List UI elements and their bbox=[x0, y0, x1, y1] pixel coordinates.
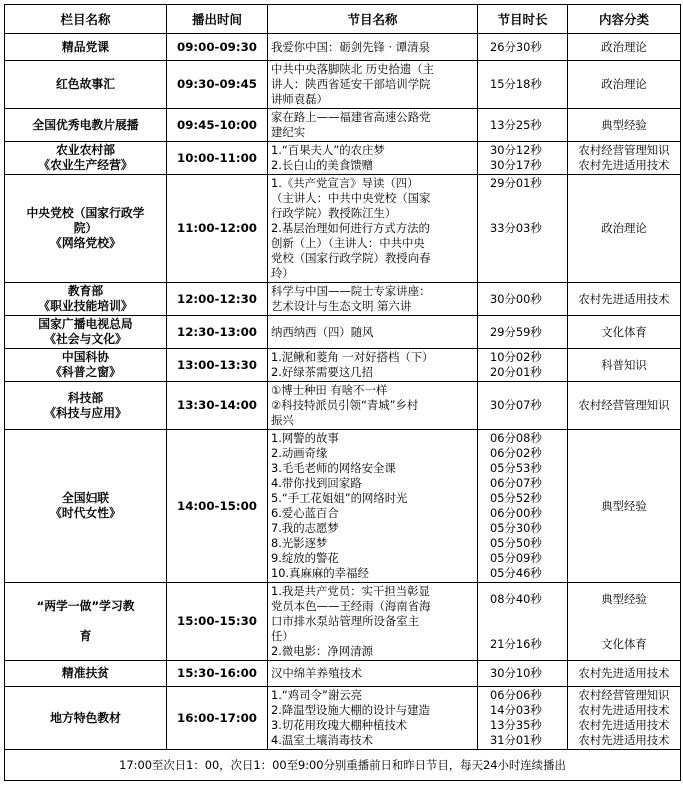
program-cell: 1.《共产党宣言》导读（四） （主讲人：中共中央党校（国家 行政学院）教授陈江生） 2.基层治理如何进行方式方法的 创新（上）（主讲人：中共中央 党校（国家行政学院）教授向春 玲） bbox=[268, 175, 478, 283]
duration-cell: 30分12秒 30分17秒 bbox=[478, 142, 568, 175]
footer-row bbox=[5, 750, 681, 781]
header-column-name: 栏目名称 bbox=[5, 5, 167, 34]
air-time-cell: 10:00-11:00 bbox=[167, 142, 268, 175]
header-duration: 节目时长 bbox=[478, 5, 568, 34]
air-time-cell: 14:00-15:00 bbox=[167, 430, 268, 583]
header-row bbox=[5, 5, 681, 34]
program-cell: 汉中绵羊养殖技术 bbox=[268, 661, 478, 687]
table-row bbox=[5, 283, 681, 316]
column-name-cell: 农业农村部 《农业生产经营》 bbox=[5, 142, 167, 175]
duration-cell: 30分00秒 bbox=[478, 283, 568, 316]
table-row bbox=[5, 316, 681, 349]
duration-cell: 06分08秒 06分02秒 05分53秒 06分07秒 05分52秒 06分00秒 05分30秒 05分50秒 05分09秒 05分46秒 bbox=[478, 430, 568, 583]
column-name-cell: 红色故事汇 bbox=[5, 61, 167, 109]
category-cell: 政治理论 bbox=[568, 61, 681, 109]
program-cell: 1.我是共产党员：实干担当彰显 党员本色——王经雨（海南省海 口市排水泵站管理所设备室主 任） 2.微电影：净网清源 bbox=[268, 583, 478, 661]
table-row bbox=[5, 142, 681, 175]
header-category: 内容分类 bbox=[568, 5, 681, 34]
footer-note: 17:00至次日1：00，次日1：00至9:00分别重播前日和昨日节目，每天24小时连续播出 bbox=[5, 750, 681, 781]
schedule-table bbox=[4, 4, 681, 781]
table-row bbox=[5, 430, 681, 583]
header-air-time: 播出时间 bbox=[167, 5, 268, 34]
category-cell: 农村先进适用技术 bbox=[568, 283, 681, 316]
program-cell: 我爱你中国：砺剑先锋 · 谭清泉 bbox=[268, 34, 478, 61]
air-time-cell: 09:00-09:30 bbox=[167, 34, 268, 61]
column-name-cell: 地方特色教材 bbox=[5, 687, 167, 750]
column-name-cell: 中国科协 《科普之窗》 bbox=[5, 349, 167, 382]
category-cell: 农村先进适用技术 bbox=[568, 661, 681, 687]
table-row bbox=[5, 687, 681, 750]
duration-cell: 08分40秒 21分16秒 bbox=[478, 583, 568, 661]
program-cell: 1.“百果夫人”的农庄梦 2.长白山的美食馈赠 bbox=[268, 142, 478, 175]
category-cell: 农村经营管理知识 农村先进适用技术 农村先进适用技术 农村先进适用技术 bbox=[568, 687, 681, 750]
duration-cell: 06分06秒 14分03秒 13分35秒 31分01秒 bbox=[478, 687, 568, 750]
program-cell: ①博士种田 有啥不一样 ②科技特派员引领“青城”乡村 振兴 bbox=[268, 382, 478, 430]
duration-cell: 13分25秒 bbox=[478, 109, 568, 142]
column-name-cell: 国家广播电视总局 《社会与文化》 bbox=[5, 316, 167, 349]
air-time-cell: 16:00-17:00 bbox=[167, 687, 268, 750]
duration-cell: 30分07秒 bbox=[478, 382, 568, 430]
column-name-cell: 科技部 《科技与应用》 bbox=[5, 382, 167, 430]
program-cell: 家在路上——福建省高速公路党 建纪实 bbox=[268, 109, 478, 142]
duration-cell: 29分01秒 33分03秒 bbox=[478, 175, 568, 283]
category-cell: 科普知识 bbox=[568, 349, 681, 382]
air-time-cell: 13:30-14:00 bbox=[167, 382, 268, 430]
duration-cell: 30分10秒 bbox=[478, 661, 568, 687]
table-row bbox=[5, 109, 681, 142]
duration-cell: 26分30秒 bbox=[478, 34, 568, 61]
column-name-cell: 全国妇联 《时代女性》 bbox=[5, 430, 167, 583]
program-cell: 科学与中国——院士专家讲座： 艺术设计与生态文明 第六讲 bbox=[268, 283, 478, 316]
category-cell: 农村经营管理知识 bbox=[568, 382, 681, 430]
air-time-cell: 13:00-13:30 bbox=[167, 349, 268, 382]
program-cell: 1.泥鳅和菱角 一对好搭档（下） 2.好绿茶需要这几招 bbox=[268, 349, 478, 382]
table-row bbox=[5, 661, 681, 687]
column-name-cell: 精品党课 bbox=[5, 34, 167, 61]
air-time-cell: 15:00-15:30 bbox=[167, 583, 268, 661]
air-time-cell: 11:00-12:00 bbox=[167, 175, 268, 283]
program-cell: 1.“鸡司令”谢云亮 2.降温型设施大棚的设计与建造 3.切花用玫瑰大棚种植技术 4.温室土壤消毒技术 bbox=[268, 687, 478, 750]
category-cell: 文化体育 bbox=[568, 316, 681, 349]
category-cell: 典型经验 bbox=[568, 430, 681, 583]
duration-cell: 15分18秒 bbox=[478, 61, 568, 109]
column-name-cell: “两学一做”学习教 育 bbox=[5, 583, 167, 661]
table-row bbox=[5, 583, 681, 661]
category-cell: 政治理论 bbox=[568, 175, 681, 283]
air-time-cell: 09:45-10:00 bbox=[167, 109, 268, 142]
column-name-cell: 全国优秀电教片展播 bbox=[5, 109, 167, 142]
table-row bbox=[5, 349, 681, 382]
program-cell: 纳西纳西（四）随风 bbox=[268, 316, 478, 349]
table-row bbox=[5, 61, 681, 109]
table-row bbox=[5, 34, 681, 61]
air-time-cell: 15:30-16:00 bbox=[167, 661, 268, 687]
air-time-cell: 12:00-12:30 bbox=[167, 283, 268, 316]
table-row bbox=[5, 175, 681, 283]
column-name-cell: 中央党校（国家行政学 院） 《网络党校》 bbox=[5, 175, 167, 283]
category-cell: 农村经营管理知识 农村先进适用技术 bbox=[568, 142, 681, 175]
air-time-cell: 12:30-13:00 bbox=[167, 316, 268, 349]
column-name-cell: 教育部 《职业技能培训》 bbox=[5, 283, 167, 316]
program-cell: 中共中央落脚陕北 历史拾遗（主 讲人：陕西省延安干部培训学院 讲师袁磊） bbox=[268, 61, 478, 109]
duration-cell: 10分02秒 20分01秒 bbox=[478, 349, 568, 382]
table-row bbox=[5, 382, 681, 430]
category-cell: 典型经验 bbox=[568, 109, 681, 142]
header-program-name: 节目名称 bbox=[268, 5, 478, 34]
column-name-cell: 精准扶贫 bbox=[5, 661, 167, 687]
category-cell: 典型经验 文化体育 bbox=[568, 583, 681, 661]
program-cell: 1.网警的故事 2.动画奇缘 3.毛毛老师的网络安全课 4.带你找到回家路 5.“手工花姐姐”的网络时光 6.爱心蓝百合 7.我的志愿梦 8.光影逐梦 9.绽放的警花 10.真麻麻的幸福经 bbox=[268, 430, 478, 583]
duration-cell: 29分59秒 bbox=[478, 316, 568, 349]
category-cell: 政治理论 bbox=[568, 34, 681, 61]
air-time-cell: 09:30-09:45 bbox=[167, 61, 268, 109]
